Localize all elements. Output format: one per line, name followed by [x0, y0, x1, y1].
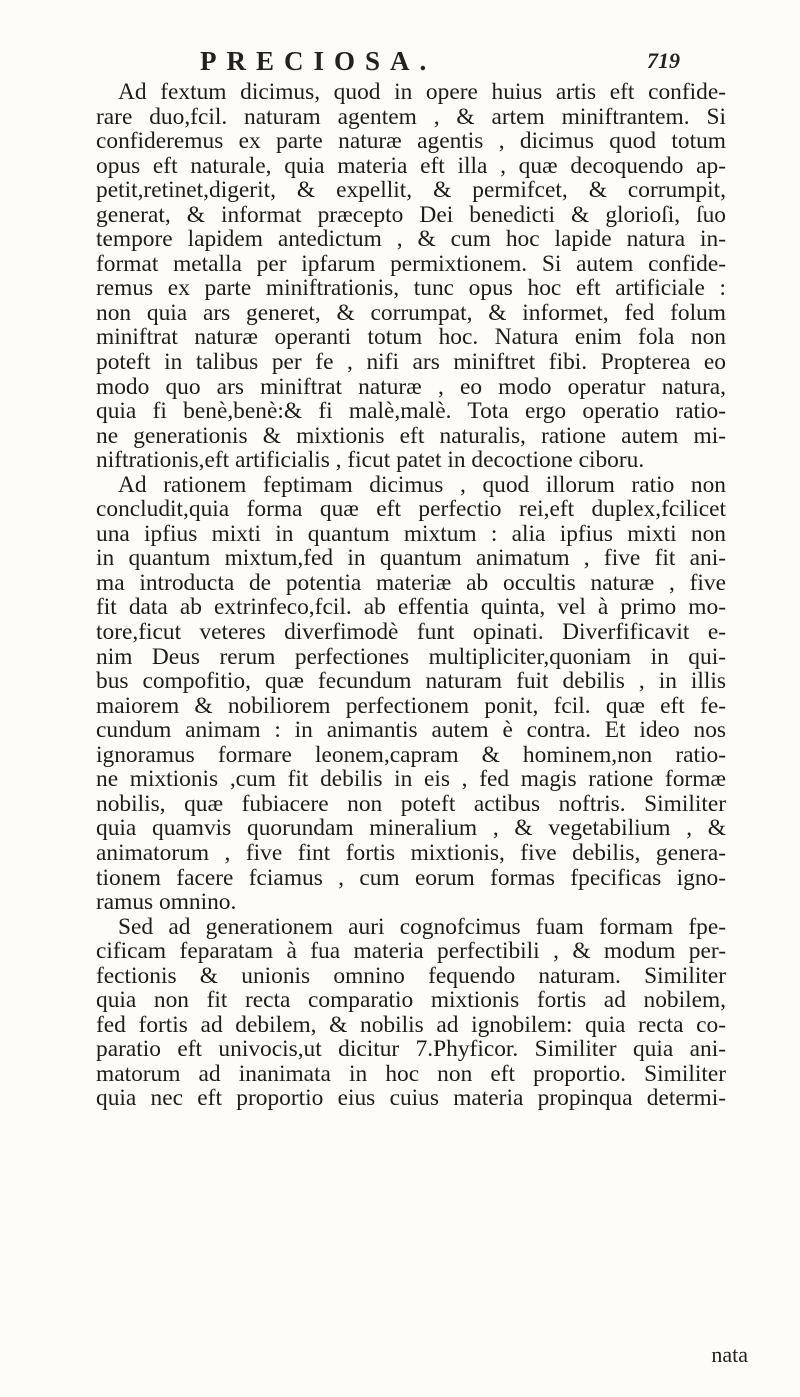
- text-line: petit,retinet,digerit, & expellit, & permifcet, & corrumpit,: [96, 178, 726, 203]
- text-line: fit data ab extrinfeco,fcil. ab effentia quinta, vel à primo mo-: [96, 595, 726, 621]
- text-line: Ad rationem feptimam dicimus , quod illorum ratio non: [118, 472, 726, 498]
- text-line: fectionis & unionis omnino fequendo naturam. Similiter: [96, 963, 726, 989]
- text-line: tionem facere fciamus , cum eorum formas fpecificas igno-: [96, 865, 726, 891]
- text-line: tore,ficut veteres diverfimodè funt opinati. Diverfificavit e-: [96, 620, 726, 645]
- text-line: confideremus ex parte naturæ agentis , dicimus quod totum: [96, 129, 726, 154]
- text-line: quia quamvis quorundam mineralium , & vegetabilium , &: [96, 816, 726, 841]
- body-text: [96, 80, 726, 1111]
- text-line: non quia ars generet, & corrumpat, & informet, fed folum: [96, 300, 726, 326]
- text-line: ne mixtionis ,cum fit debilis in eis , fed magis ratione formæ: [96, 767, 726, 792]
- text-line: ignoramus formare leonem,capram & hominem,non ratio-: [96, 742, 726, 768]
- text-line: ne generationis & mixtionis eft naturalis, ratione autem mi-: [96, 423, 726, 449]
- page-header: [200, 46, 680, 82]
- catchword: nata: [711, 1342, 748, 1367]
- text-line: niftrationis,eft artificialis , ficut patet in decoctione ciboru.: [96, 448, 645, 473]
- text-line: maiorem & nobiliorem perfectionem ponit, fcil. quæ eft fe-: [96, 693, 726, 719]
- text-line: nobilis, quæ fubiacere non poteft actibus noftris. Similiter: [96, 791, 726, 817]
- text-line: Sed ad generationem auri cognofcimus fuam formam fpe-: [118, 914, 726, 940]
- page-number: 719: [647, 48, 680, 73]
- text-line: quia nec eft proportio eius cuius materia propinqua determi-: [96, 1086, 726, 1111]
- text-line: bus compofitio, quæ fecundum naturam fuit debilis , in illis: [96, 669, 726, 694]
- text-line: quia non fit recta comparatio mixtionis fortis ad nobilem,: [96, 988, 726, 1013]
- running-title: PRECIOSA.: [200, 46, 437, 76]
- text-line: modo quo ars miniftrat naturæ , eo modo operatur natura,: [96, 374, 726, 400]
- text-line: concludit,quia forma quæ eft perfectio rei,eft duplex,fcilicet: [96, 497, 726, 522]
- text-line: paratio eft univocis,ut dicitur 7.Phyficor. Similiter quia ani-: [96, 1037, 726, 1062]
- text-line: miniftrat naturæ operanti totum hoc. Natura enim fola non: [96, 325, 726, 351]
- text-line: format metalla per ipfarum permixtionem. Si autem confide-: [96, 251, 726, 277]
- text-line: nim Deus rerum perfectiones multipliciter,quoniam in qui-: [96, 644, 726, 670]
- text-line: una ipfius mixti in quantum mixtum : alia ipfius mixti non: [96, 521, 726, 547]
- text-line: ramus omnino.: [96, 890, 237, 915]
- text-line: matorum ad inanimata in hoc non eft proportio. Similiter: [96, 1061, 726, 1087]
- text-line: animatorum , five fint fortis mixtionis, five debilis, genera-: [96, 840, 726, 866]
- text-line: in quantum mixtum,fed in quantum animatum , five fit ani-: [96, 546, 726, 571]
- text-line: Ad fextum dicimus, quod in opere huius artis eft confide-: [118, 80, 726, 105]
- text-line: generat, & informat præcepto Dei benedicti & glorioſi, ſuo: [96, 202, 726, 228]
- text-line: opus eft naturale, quia materia eft illa , quæ decoquendo ap-: [96, 153, 726, 179]
- text-line: tempore lapidem antedictum , & cum hoc lapide natura in-: [96, 227, 726, 252]
- text-line: remus ex parte miniftrationis, tunc opus hoc eft artificiale :: [96, 276, 726, 301]
- text-line: poteft in talibus per fe , nifi ars miniftret fibi. Propterea eo: [96, 350, 726, 375]
- text-line: ma introducta de potentia materiæ ab occultis naturæ , five: [96, 570, 726, 596]
- text-line: rare duo,fcil. naturam agentem , & artem miniftrantem. Si: [96, 104, 726, 130]
- text-line: cificam feparatam à fua materia perfectibili , & modum per-: [96, 939, 726, 964]
- text-line: cundum animam : in animantis autem è contra. Et ideo nos: [96, 718, 726, 743]
- text-line: fed fortis ad debilem, & nobilis ad ignobilem: quia recta co-: [96, 1012, 726, 1038]
- text-line: quia fi benè,benè:& fi malè,malè. Tota ergo operatio ratio-: [96, 399, 726, 424]
